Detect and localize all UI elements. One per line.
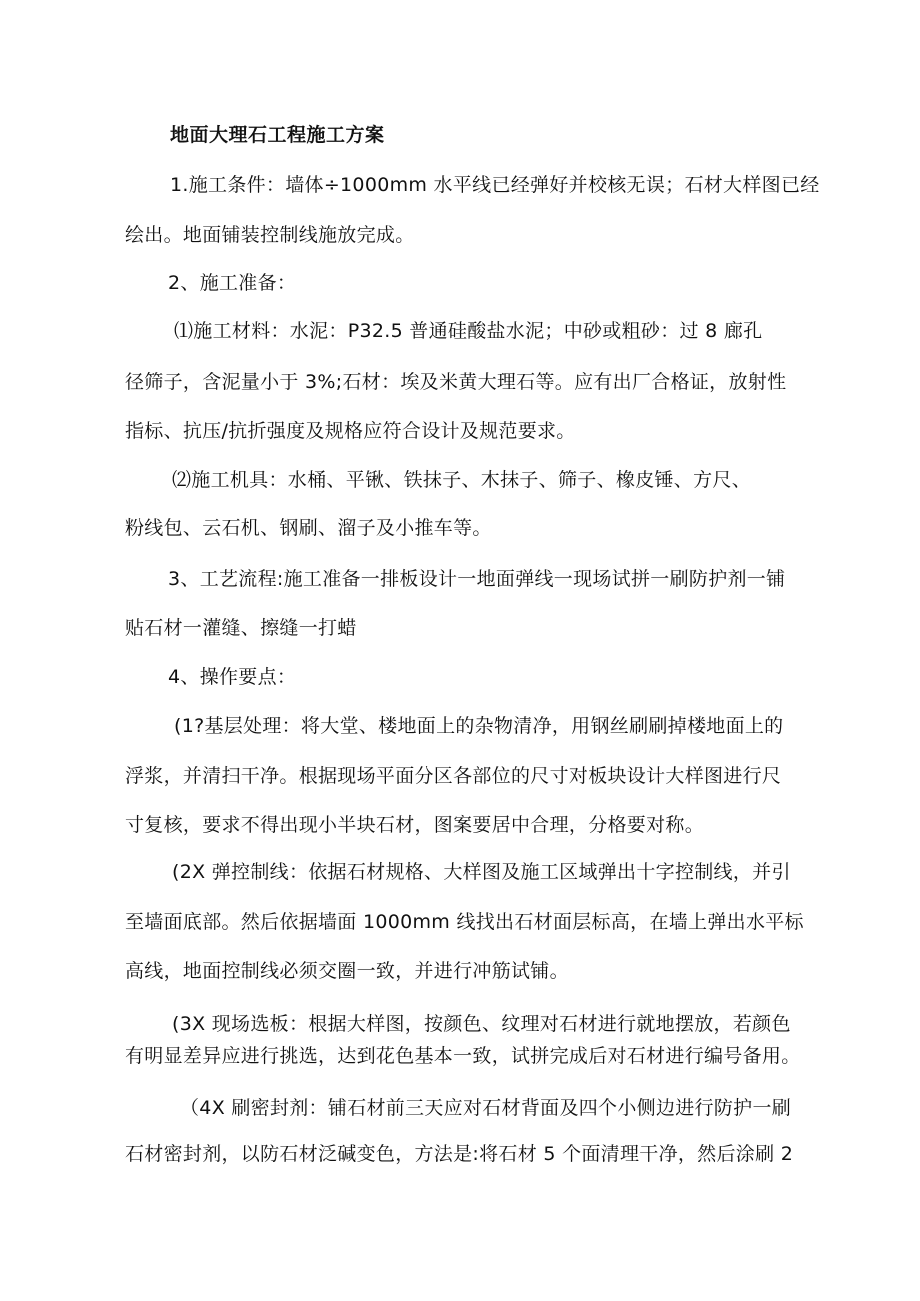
paragraph-line: 4、操作要点： <box>168 666 297 688</box>
paragraph-line: 高线，地面控制线必须交圈一致，并进行冲筋试铺。 <box>125 960 569 982</box>
paragraph-line: 1.施工条件：墙体÷1000mm 水平线已经弹好并校核无误；石材大样图已经 <box>170 174 820 196</box>
paragraph-line: （4X 刷密封剂：铺石材前三天应对石材背面及四个小侧边进行防护一刷 <box>180 1097 792 1119</box>
paragraph-line: 3、工艺流程:施工准备一排板设计一地面弹线一现场试拼一刷防护剂一铺 <box>168 568 786 590</box>
paragraph-line: 石材密封剂，以防石材泛碱变色，方法是:将石材 5 个面清理干净，然后涂刷 2 <box>125 1143 794 1165</box>
paragraph-line: 绘出。地面铺装控制线施放完成。 <box>125 224 415 246</box>
document-title: 地面大理石工程施工方案 <box>170 124 385 146</box>
paragraph-line: (2X 弹控制线：依据石材规格、大样图及施工区域弹出十字控制线，并引 <box>172 861 791 883</box>
paragraph-line: (3X 现场选板：根据大样图，按颜色、纹理对石材进行就地摆放，若颜色 <box>172 1013 791 1035</box>
paragraph-line: 有明显差异应进行挑选，达到花色基本一致，试拼完成后对石材进行编号备用。 <box>125 1045 801 1067</box>
paragraph-line: 至墙面底部。然后依据墙面 1000mm 线找出石材面层标高，在墙上弹出水平标 <box>125 911 804 933</box>
paragraph-line: 浮浆，并清扫干净。根据现场平面分区各部位的尺寸对板块设计大样图进行尺 <box>125 765 782 787</box>
paragraph-line: 寸复核，要求不得出现小半块石材，图案要居中合理，分格要对称。 <box>125 814 705 836</box>
paragraph-line: ⑴施工材料：水泥：P32.5 普通硅酸盐水泥；中砂或粗砂：过 8 廊孔 <box>174 320 763 342</box>
paragraph-line: 指标、抗压/抗折强度及规格应符合设计及规范要求。 <box>125 420 576 442</box>
paragraph-line: 2、施工准备： <box>168 272 297 294</box>
paragraph-line: 粉线包、云石机、钢刷、溜子及小推车等。 <box>125 517 492 539</box>
paragraph-line: ⑵施工机具：水桶、平锹、铁抹子、木抹子、筛子、橡皮锤、方尺、 <box>172 469 752 491</box>
paragraph-line: 贴石材一灌缝、擦缝一打蜡 <box>125 617 357 639</box>
paragraph-line: 径筛子，含泥量小于 3%;石材：埃及米黄大理石等。应有出厂合格证，放射性 <box>125 371 787 393</box>
paragraph-line: (1?基层处理：将大堂、楼地面上的杂物清净，用钢丝刷刷掉楼地面上的 <box>174 715 784 737</box>
